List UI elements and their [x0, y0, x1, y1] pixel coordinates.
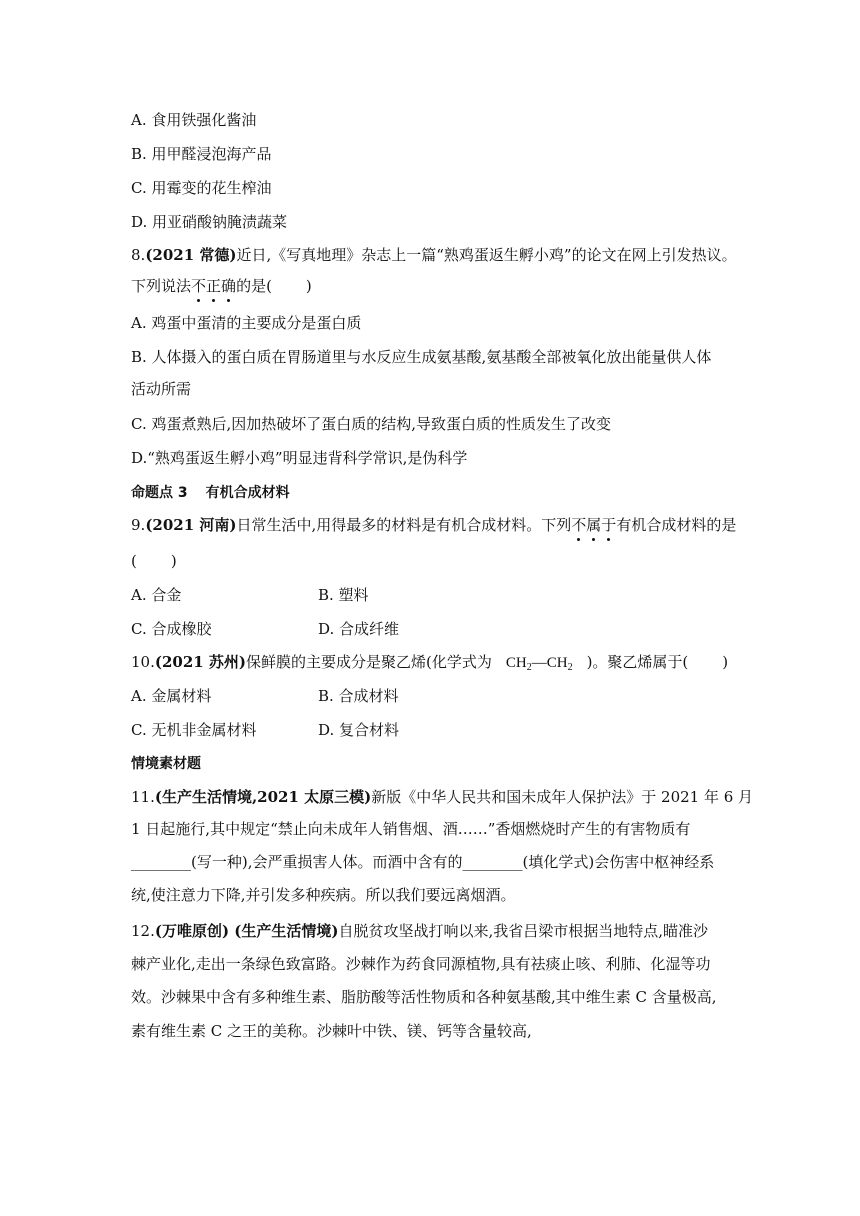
q9-emphasis: 不 — [571, 516, 587, 534]
q8-source: (2021 常德) — [145, 246, 237, 264]
q10-option-d: D. 复合材料 — [318, 721, 400, 739]
q8-text: 近日,《写真地理》杂志上一篇“熟鸡蛋返生孵小鸡”的论文在网上引发热议。 — [236, 246, 737, 264]
q11-line4: 统,使注意力下降,并引发多种疾病。所以我们要远离烟酒。 — [131, 886, 516, 904]
q8-option-b-cont: 活动所需 — [131, 380, 192, 398]
q7-option-d: D. 用亚硝酸钠腌渍蔬菜 — [131, 213, 288, 231]
q9-option-a: A. 合金 — [131, 586, 182, 604]
q10-stem: 10.(2021 苏州)保鲜膜的主要成分是聚乙烯(化学式为 $CH_2—CH_2$ )。聚乙烯属于( ) — [131, 653, 729, 673]
q9-answer-paren: ( ) — [131, 552, 177, 570]
context-section-heading: 情境素材题 — [131, 756, 201, 772]
q10-number: 10. — [131, 653, 155, 671]
q8-option-d: D.“熟鸡蛋返生孵小鸡”明显违背科学常识,是伪科学 — [131, 449, 468, 467]
q8-option-b: B. 人体摄入的蛋白质在胃肠道里与水反应生成氨基酸,氨基酸全部被氧化放出能量供人体 — [131, 348, 712, 366]
q8-option-a: A. 鸡蛋中蛋清的主要成分是蛋白质 — [131, 314, 362, 332]
q10-formula: $CH_2—CH_2$ — [505, 655, 573, 673]
q12-line1: 12.(万唯原创) (生产生活情境)自脱贫攻坚战打响以来,我省吕梁市根据当地特点,瞄准沙 — [131, 922, 709, 940]
q9-number: 9. — [131, 516, 146, 534]
q12-number: 12. — [131, 922, 155, 940]
q8-stem-line2: 下列说法不正确的是( ) — [131, 277, 312, 295]
q10-option-a: A. 金属材料 — [131, 687, 212, 705]
q12-source: (万唯原创) (生产生活情境) — [154, 922, 339, 940]
q11-blank-2: ________ — [462, 853, 523, 871]
q12-line3: 效。沙棘果中含有多种维生素、脂肪酸等活性物质和各种氨基酸,其中维生素 C 含量极高, — [131, 988, 717, 1006]
q11-blank-1: ________ — [131, 853, 191, 871]
q11-source: (生产生活情境,2021 太原三模) — [154, 788, 372, 806]
q8-emphasis: 不 — [191, 277, 207, 295]
q9-option-c: C. 合成橡胶 — [131, 620, 212, 638]
section-heading: 命题点 3 有机合成材料 — [131, 485, 290, 501]
q8-option-c: C. 鸡蛋煮熟后,因加热破坏了蛋白质的结构,导致蛋白质的性质发生了改变 — [131, 415, 612, 433]
q7-option-c: C. 用霉变的花生榨油 — [131, 179, 272, 197]
q9-stem: 9.(2021 河南)日常生活中,用得最多的材料是有机合成材料。下列不属于有机合成材料的是 — [131, 516, 737, 534]
q7-option-b: B. 用甲醛浸泡海产品 — [131, 145, 272, 163]
q10-option-b: B. 合成材料 — [318, 687, 399, 705]
q11-number: 11. — [131, 788, 155, 806]
q11-line1: 11.(生产生活情境,2021 太原三模)新版《中华人民共和国未成年人保护法》于 2021 年 6 月 — [131, 788, 754, 806]
q9-option-d: D. 合成纤维 — [318, 620, 400, 638]
q10-option-c: C. 无机非金属材料 — [131, 721, 257, 739]
q8-stem-line1 — [131, 245, 737, 265]
q9-option-b: B. 塑料 — [318, 586, 369, 604]
q12-line4: 素有维生素 C 之王的美称。沙棘叶中铁、镁、钙等含量较高, — [131, 1022, 532, 1040]
q8-number: 8. — [131, 246, 146, 264]
q11-line3: ________(写一种),会严重损害人体。而酒中含有的________(填化学式)会伤害中枢神经系 — [131, 853, 715, 871]
q7-option-a: A. 食用铁强化酱油 — [131, 111, 257, 129]
q9-source: (2021 河南) — [145, 516, 237, 534]
q11-line2: 1 日起施行,其中规定“禁止向未成年人销售烟、酒……”香烟燃烧时产生的有害物质有 — [131, 820, 691, 838]
q10-source: (2021 苏州) — [154, 653, 247, 671]
q12-line2: 棘产业化,走出一条绿色致富路。沙棘作为药食同源植物,具有祛痰止咳、利肺、化湿等功 — [131, 955, 711, 973]
